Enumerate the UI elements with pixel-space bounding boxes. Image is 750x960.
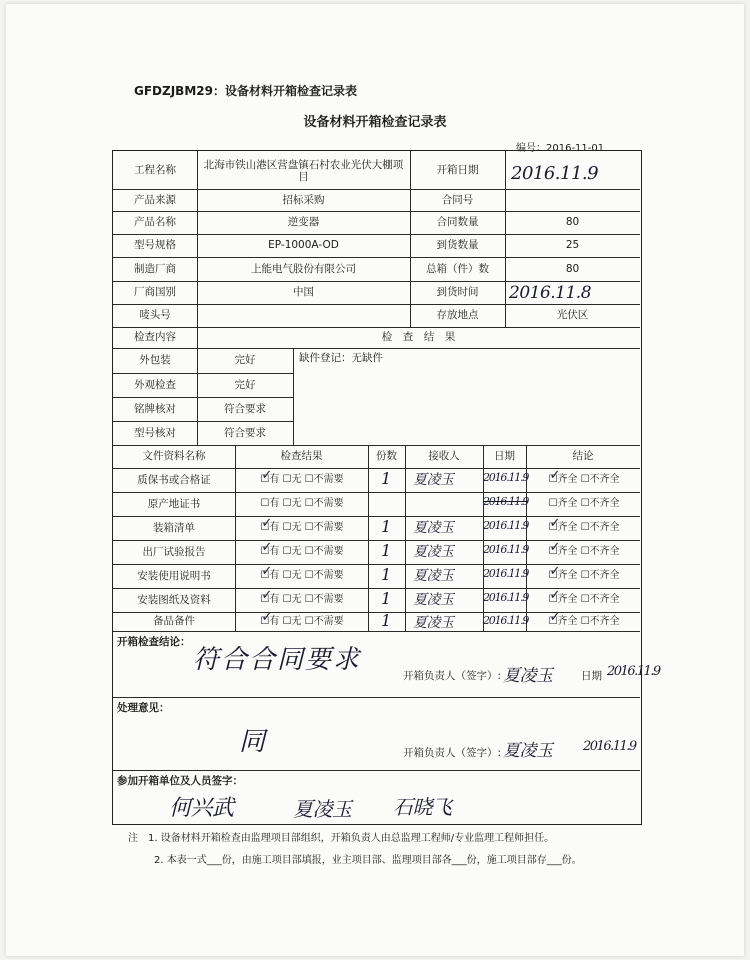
product-name-label: 产品名称: [134, 216, 176, 229]
arrival-time-label: 到货时间: [436, 286, 479, 299]
doc-row-copies: 1: [381, 565, 391, 584]
docs-header-receiver: 接收人: [428, 450, 460, 463]
appearance-value: 完好: [234, 378, 256, 391]
doc-row-receiver-signature: 夏凌玉: [413, 592, 454, 608]
document-code: GFDZJBM29：设备材料开箱检查记录表: [134, 84, 357, 98]
open-date-label: 开箱日期: [436, 163, 479, 176]
doc-row-date: 2016.11.9: [483, 543, 529, 556]
missing-parts-note: 缺件登记：无缺件: [299, 351, 383, 364]
contract-qty-value: 80: [565, 216, 580, 229]
doc-row-name: 备品备件: [153, 615, 195, 628]
manufacturer-label: 制造厂商: [134, 262, 176, 275]
inspection-form: [112, 150, 660, 825]
country-value: 中国: [293, 286, 314, 299]
storage-label: 存放地点: [436, 309, 479, 322]
doc-row-receiver-signature: 夏凌玉: [413, 544, 454, 560]
doc-row-result: ☐ ✓ 有 ☐ 无 ☐ 不需要: [237, 540, 367, 564]
opinion-label: 处理意见：: [117, 701, 170, 714]
contract-no-label: 合同号: [441, 193, 474, 206]
doc-row-result: ☐ ✓ 有 ☐ 无 ☐ 不需要: [237, 516, 367, 540]
arrival-time-handwritten: 2016.11.8: [509, 283, 592, 303]
doc-row-conclusion: ☐ ✓ 齐全 ☐ 不齐全: [528, 540, 640, 564]
opinion-signer-label: 开箱负责人（签字）:: [403, 746, 502, 759]
doc-row-copies: 1: [381, 469, 391, 488]
footnotes: [128, 828, 582, 872]
doc-row-date: 2016.11.9: [483, 567, 529, 580]
doc-row-copies: 1: [381, 517, 391, 536]
contract-no-value: [505, 189, 640, 211]
nameplate-label: 铭牌核对: [134, 402, 176, 415]
doc-row-result: ☐ ✓ 有 ☐ 无 ☐ 不需要: [237, 588, 367, 612]
open-date-handwritten: 2016.11.9: [511, 163, 599, 184]
packaging-value: 完好: [234, 354, 256, 367]
doc-row-date: 2016.11.9: [483, 471, 529, 484]
docs-header-result: 检查结果: [280, 450, 323, 463]
mark-value: [197, 304, 410, 327]
opinion-signer-signature: 夏凌玉: [503, 741, 553, 761]
opinion-handwritten: 同: [239, 727, 265, 757]
doc-row-date: 2016.11.9: [483, 591, 529, 604]
doc-row-conclusion: ☐ ✓ 齐全 ☐ 不齐全: [528, 516, 640, 540]
country-label: 厂商国别: [134, 286, 176, 299]
doc-row-receiver-signature: 夏凌玉: [413, 520, 454, 536]
doc-row-name: 质保书或合格证: [137, 473, 211, 486]
doc-row-name: 安装图纸及资料: [137, 593, 211, 606]
doc-row-receiver-signature: 夏凌玉: [413, 615, 454, 631]
participants-label: 参加开箱单位及人员签字：: [117, 774, 243, 787]
doc-row-date: 2016.11.9: [483, 519, 529, 532]
mark-label: 唛头号: [139, 309, 171, 322]
conclusion-handwritten: 符合合同要求: [193, 645, 362, 675]
model-label: 型号规格: [134, 239, 176, 252]
doc-row-result: ☐ 有 ☐ 无 ☐ 不需要: [260, 498, 344, 510]
packaging-label: 外包装: [139, 354, 171, 367]
conclusion-date-label: 日期: [581, 669, 602, 682]
total-boxes-label: 总箱（件）数: [426, 262, 489, 275]
conclusion-signer-label: 开箱负责人（签字）:: [403, 669, 502, 682]
model-check-label: 型号核对: [134, 426, 176, 439]
doc-row-name: 原产地证书: [147, 497, 201, 510]
manufacturer-value: 上能电气股份有限公司: [251, 262, 356, 275]
conclusion-signer-signature: 夏凌玉: [503, 666, 553, 686]
docs-header-copies: 份数: [376, 450, 397, 463]
participant-signature: 石晓飞: [393, 795, 452, 819]
source-value: 招标采购: [282, 193, 325, 206]
doc-row-conclusion: ☐ ✓ 齐全 ☐ 不齐全: [528, 612, 640, 631]
footnote-1: 注 1. 设备材料开箱检查由监理项目部组织，开箱负责人由总监理工程师/专业监理工程师担任。: [128, 833, 555, 844]
arrival-qty-value: 25: [565, 239, 580, 252]
model-check-value: 符合要求: [224, 426, 266, 439]
doc-row-receiver-signature: 夏凌玉: [413, 568, 454, 584]
appearance-label: 外观检查: [134, 378, 176, 391]
docs-header-name: 文件资料名称: [142, 450, 206, 463]
participant-signature: 何兴武: [169, 796, 234, 821]
doc-row-date: 2016.11.9: [483, 614, 529, 627]
doc-row-result: ☐ ✓ 有 ☐ 无 ☐ 不需要: [237, 612, 367, 631]
product-name-value: 逆变器: [287, 216, 320, 229]
inspection-result-header: 检 查 结 果: [381, 331, 456, 344]
contract-qty-label: 合同数量: [436, 216, 479, 229]
doc-row-name: 出厂试验报告: [142, 545, 206, 558]
doc-row-conclusion: ☐ ✓ 齐全 ☐ 不齐全: [528, 564, 640, 588]
inspection-content-label: 检查内容: [134, 331, 176, 344]
total-boxes-value: 80: [565, 262, 580, 275]
footnote-2: 2. 本表一式___份，由施工项目部填报，业主项目部、监理项目部各___份，施工项目部存___份。: [154, 855, 582, 866]
doc-row-receiver-signature: 夏凌玉: [413, 472, 454, 488]
arrival-qty-label: 到货数量: [436, 239, 479, 252]
participant-signature: 夏凌玉: [293, 797, 352, 821]
conclusion-date-handwritten: 2016.11.9: [607, 664, 660, 679]
doc-row-date: 2016.11.9: [483, 495, 529, 508]
doc-row-result: ☐ ✓ 有 ☐ 无 ☐ 不需要: [237, 468, 367, 492]
project-name-value: 北海市铁山港区营盘镇石村农业光伏大棚项目: [203, 158, 404, 183]
document-title: 设备材料开箱检查记录表: [303, 115, 447, 130]
opinion-date-handwritten: 2016.11.9: [583, 739, 636, 754]
doc-row-name: 装箱清单: [153, 521, 195, 534]
doc-row-copies: 1: [381, 611, 391, 630]
doc-row-name: 安装使用说明书: [137, 569, 211, 582]
docs-header-date: 日期: [494, 450, 515, 463]
nameplate-value: 符合要求: [224, 402, 266, 415]
conclusion-label: 开箱检查结论：: [117, 635, 191, 648]
project-name-label: 工程名称: [134, 163, 176, 176]
doc-row-result: ☐ ✓ 有 ☐ 无 ☐ 不需要: [237, 564, 367, 588]
document-number: 编号：2016-11-01: [516, 143, 605, 154]
doc-row-copies: 1: [381, 589, 391, 608]
source-label: 产品来源: [134, 193, 176, 206]
model-value: EP-1000A-OD: [268, 239, 339, 252]
storage-value: 光伏区: [556, 309, 589, 322]
doc-row-conclusion: ☐ 齐全 ☐ 不齐全: [548, 498, 620, 510]
doc-row-conclusion: ☐ ✓ 齐全 ☐ 不齐全: [528, 588, 640, 612]
doc-row-copies: 1: [381, 541, 391, 560]
docs-header-conclusion: 结论: [572, 450, 594, 463]
doc-row-conclusion: ☐ ✓ 齐全 ☐ 不齐全: [528, 468, 640, 492]
